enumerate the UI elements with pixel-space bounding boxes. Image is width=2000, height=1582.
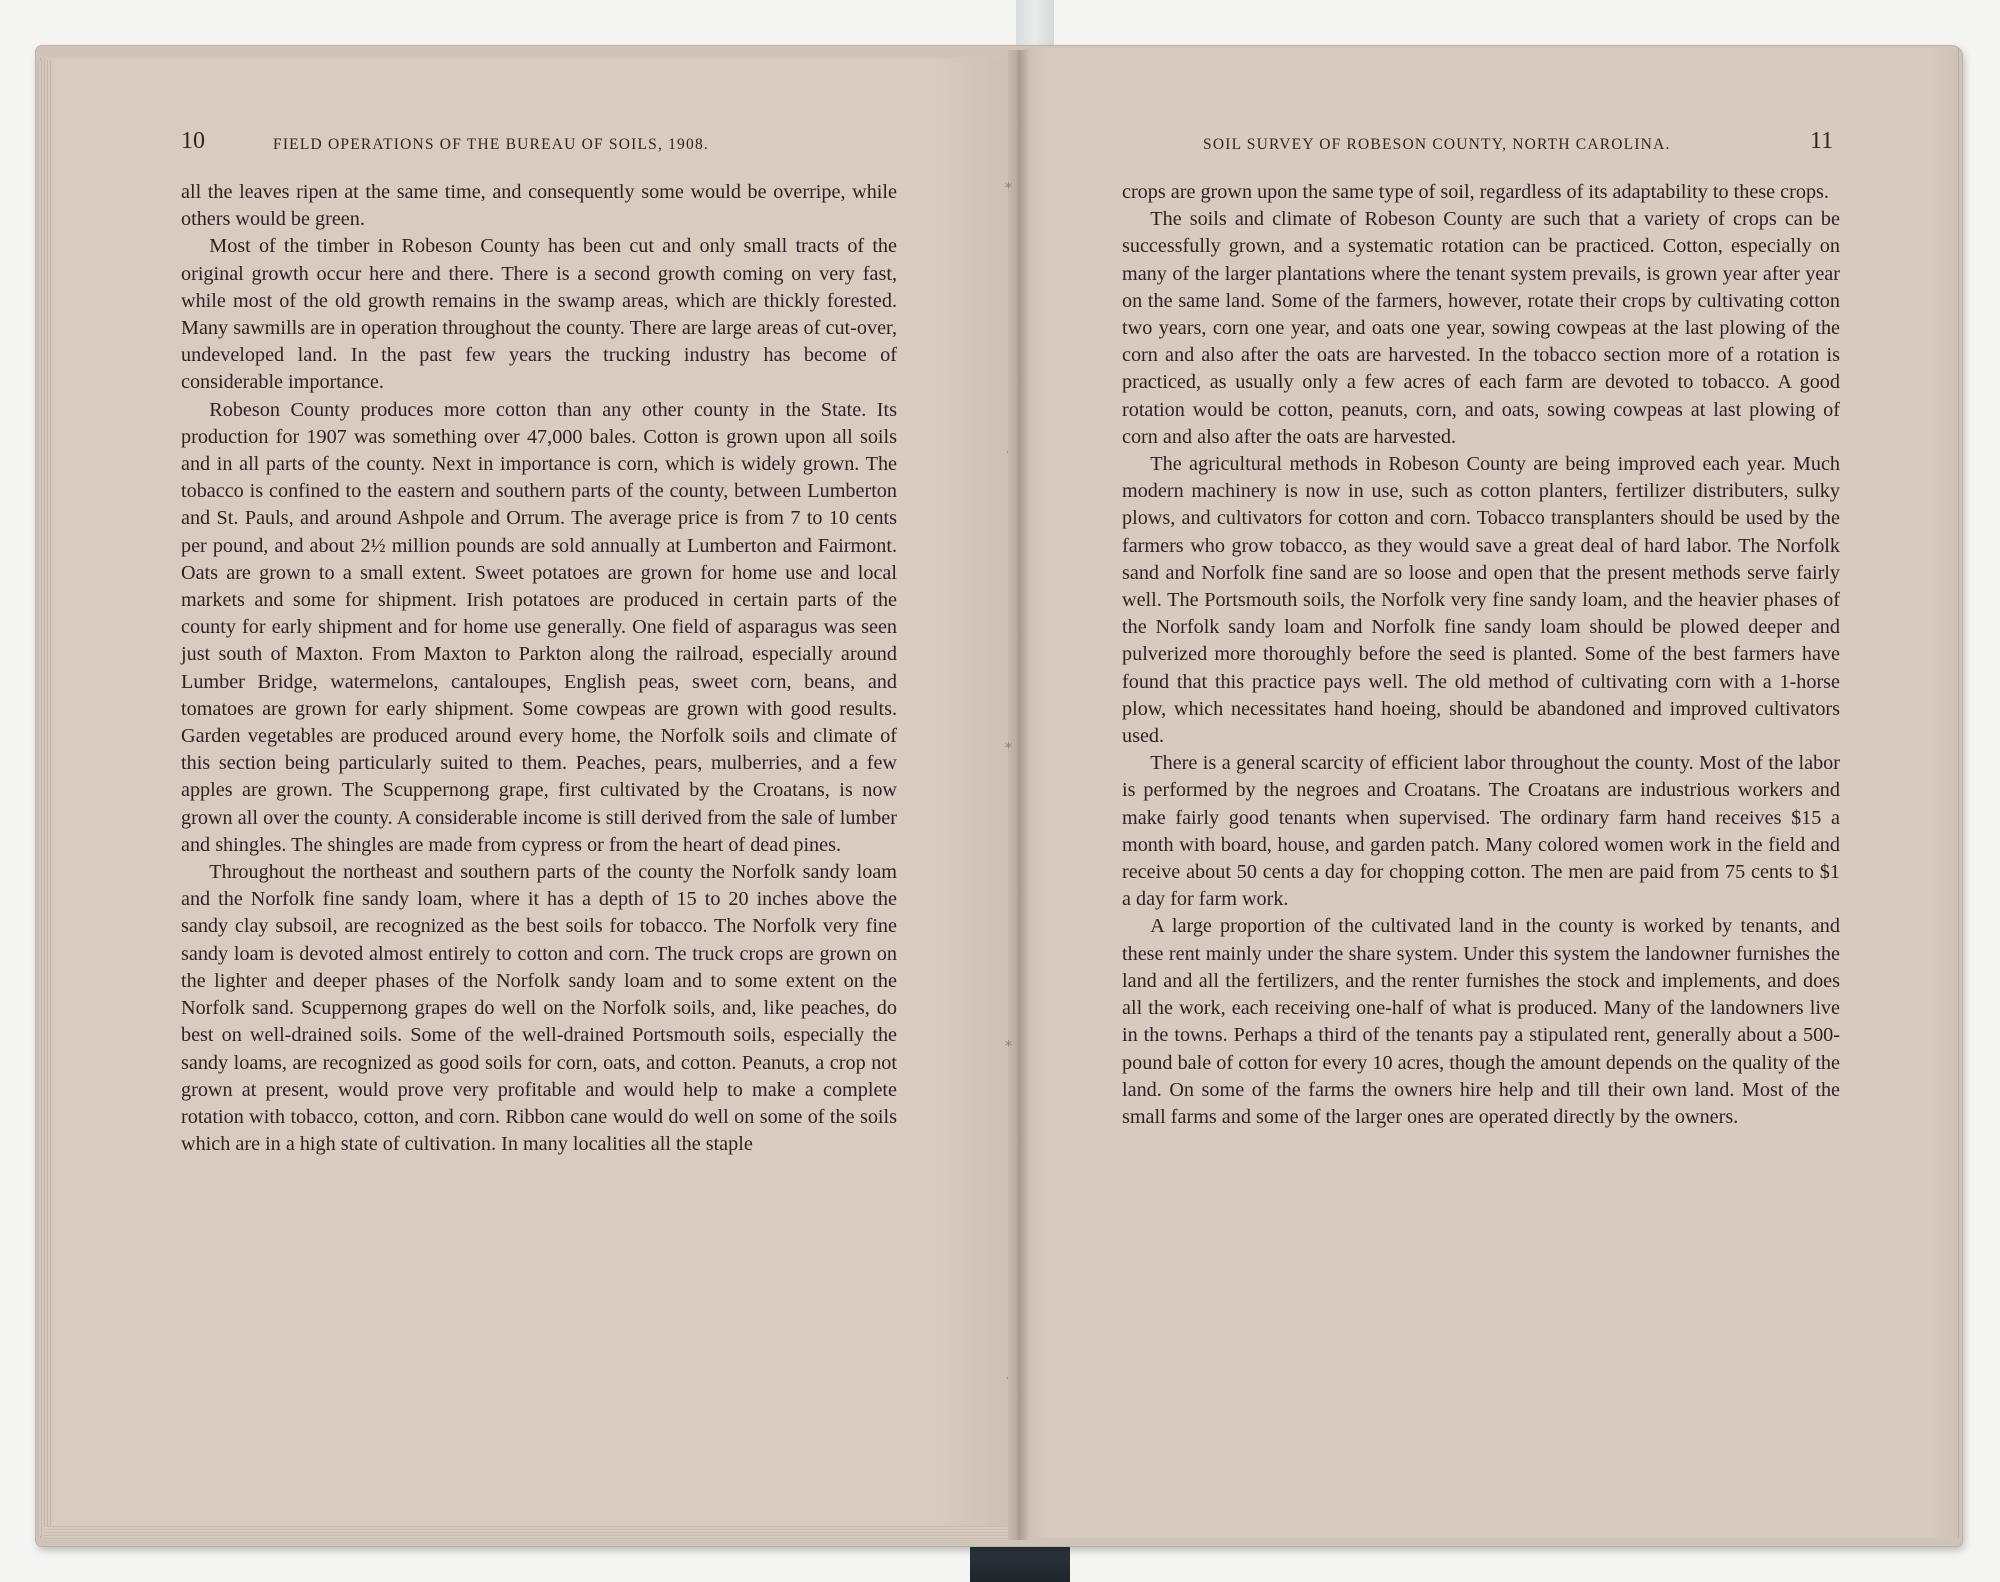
- paragraph: Most of the timber in Robeson County has been cut and only small tracts of the original growth occur here and there. There is a second growth coming on very fast, while most of the old growth remains in the swamp areas, which are thickly forested. Many sawmills are in operation throughout the county. There are large areas of cut-over, undeveloped land. In the past few years the trucking industry has become of considerable importance.: [181, 235, 897, 394]
- paragraph: all the leaves ripen at the same time, and consequently some would be overripe, while others would be green.: [181, 181, 897, 231]
- stitch-mark: ⁎: [1005, 1035, 1012, 1050]
- left-page-text: [181, 179, 897, 1158]
- paragraph: Robeson County produces more cotton than any other county in the State. Its production for 1907 was something over 47,000 bales. Cotton is grown upon all soils and in all parts of the county. Next in importance is corn, which is widely grown. The tobacco is confined to the eastern and southern parts of the county, between Lumberton and St. Pauls, and around Ashpole and Orrum. The average price is from 7 to 10 cents per pound, and about 2½ million pounds are sold annually at Lumberton and Fairmont. Oats are grown to a small extent. Sweet potatoes are grown for home use and local markets and some for shipment. Irish potatoes are produced in certain parts of the county for early shipment and for home use generally. One field of asparagus was seen just south of Maxton. From Maxton to Parkton along the railroad, especially around Lumber Bridge, watermelons, cantaloupes, English peas, sweet corn, beans, and tomatoes are grown for early shipment. Some cowpeas are grown with good results. Garden vegetables are produced around every home, the Norfolk soils and climate of this section being particularly suited to them. Peaches, pears, mulberries, and a few apples are grown. The Scuppernong grape, first cultivated by the Croatans, is now grown all over the county. A considerable income is still derived from the sale of lumber and shingles. The shingles are made from cypress or from the heart of dead pines.: [181, 398, 897, 856]
- left-page-number: 10: [181, 128, 205, 154]
- right-running-title: SOIL SURVEY OF ROBESON COUNTY, NORTH CAROLINA.: [1203, 136, 1671, 153]
- paragraph: crops are grown upon the same type of soil, regardless of its adaptability to these crops.: [1122, 181, 1829, 203]
- book-gutter: [1008, 50, 1028, 1540]
- bottom-page-edges: [44, 1526, 1010, 1540]
- stitch-mark: ⁎: [1005, 177, 1012, 192]
- stitch-mark: ⁎: [1005, 737, 1012, 752]
- left-running-title: FIELD OPERATIONS OF THE BUREAU OF SOILS, 1908.: [273, 136, 709, 153]
- paragraph: There is a general scarcity of efficient labor throughout the county. Most of the labor is performed by the negroes and Croatans. The Croatans are industrious workers and make fairly good tenants when supervised. The ordinary farm hand receives $15 a month with board, house, and garden patch. Many colored women work in the field and receive about 50 cents a day for chopping cotton. The men are paid from 75 cents to $1 a day for farm work.: [1122, 752, 1840, 911]
- right-page-number: 11: [1810, 128, 1834, 154]
- right-page-text: [1122, 179, 1840, 1131]
- paragraph: Throughout the northeast and southern parts of the county the Norfolk sandy loam and the Norfolk fine sandy loam, where it has a depth of 15 to 20 inches above the sandy clay subsoil, are recognized as the best soils for tobacco. The Norfolk very fine sandy loam is devoted almost entirely to cotton and corn. The truck crops are grown on the lighter and deeper phases of the Norfolk sandy loam and to some extent on the Norfolk sand. Scuppernong grapes do well on the Norfolk soils, and, like peaches, do best on well-drained soils. Some of the well-drained Portsmouth soils, especially the sandy loams, are recognized as good soils for corn, oats, and cotton. Peanuts, a crop not grown at present, would prove very profitable and would help to make a complete rotation with tobacco, cotton, and corn. Ribbon cane would do well on some of the soils which are in a high state of cultivation. In many localities all the staple: [181, 861, 897, 1156]
- paragraph: The soils and climate of Robeson County are such that a variety of crops can be successfully grown, and a systematic rotation can be practiced. Cotton, especially on many of the larger plantations where the tenant system prevails, is grown year after year on the same land. Some of the farmers, however, rotate their crops by cultivating cotton two years, corn one year, and oats one year, sowing cowpeas at the last plowing of the corn and also after the oats are harvested. In the tobacco section more of a rotation is practiced, as usually only a few acres of each farm are devoted to tobacco. A good rotation would be cotton, peanuts, corn, and oats, sowing cowpeas at last plowing of corn and also after the oats are harvested.: [1122, 208, 1840, 448]
- paragraph: A large proportion of the cultivated land in the county is worked by tenants, and these rent mainly under the share system. Under this system the landowner furnishes the land and all the fertilizers, and the renter furnishes the stock and implements, and does all the work, each receiving one-half of what is produced. Many of the landowners live in the towns. Perhaps a third of the tenants pay a stipulated rent, generally about a 500-pound bale of cotton for every 10 acres, though the amount depends on the quality of the land. On some of the farms the owners hire help and till their own land. Most of the small farms and some of the larger ones are operated directly by the owners.: [1122, 915, 1840, 1128]
- stitch-mark: ˌ: [1005, 1365, 1010, 1380]
- paragraph: The agricultural methods in Robeson County are being improved each year. Much modern machinery is now in use, such as cotton planters, fertilizer distributers, sulky plows, and cultivators for cotton and corn. Tobacco transplanters should be used by the farmers who grow tobacco, as they would save a great deal of hard labor. The Norfolk sand and Norfolk fine sand are so loose and open that the present methods serve fairly well. The Portsmouth soils, the Norfolk very fine sandy loam, and the heavier phases of the Norfolk sandy loam and Norfolk fine sandy loam should be plowed deeper and pulverized more thoroughly before the seed is planted. Some of the best farmers have found that this practice pays well. The old method of cultivating corn with a 1-horse plow, which necessitates hand hoeing, should be abandoned and improved cultivators used.: [1122, 453, 1840, 748]
- stitch-mark: ˌ: [1005, 439, 1010, 454]
- binding-tape: [970, 1540, 1070, 1582]
- left-page-edges: [38, 60, 52, 1536]
